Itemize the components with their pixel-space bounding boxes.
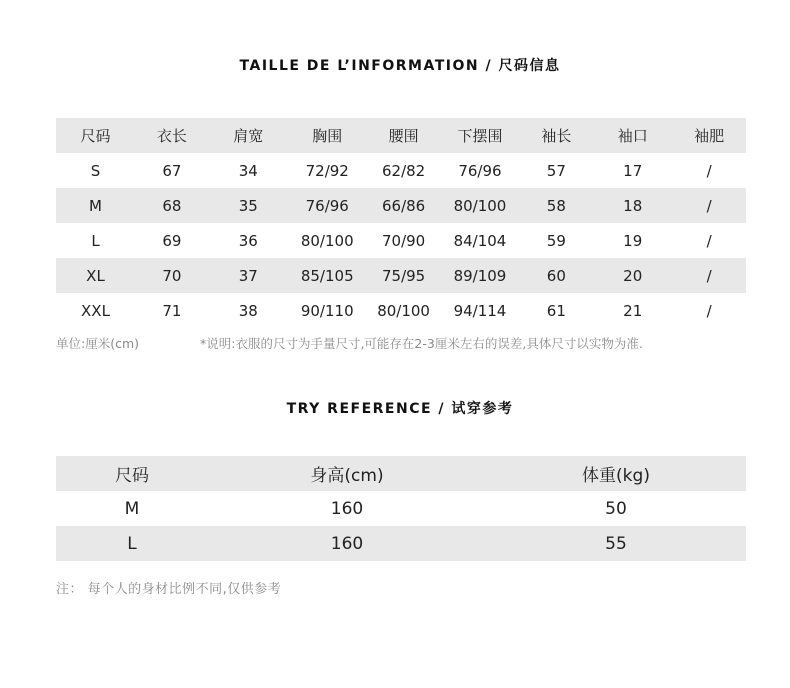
size-table: [56, 118, 746, 328]
table-cell: 71: [162, 301, 182, 320]
table-cell: 75/95: [367, 258, 441, 293]
table-cell: 19: [623, 231, 643, 250]
table-cell: 67: [162, 161, 182, 180]
unit-note: 单位:厘米(cm): [56, 336, 140, 351]
table-cell: XL: [56, 258, 135, 293]
table-cell: /: [706, 161, 712, 180]
table-cell: 58: [519, 188, 593, 223]
table-cell: 72/92: [305, 161, 349, 180]
header-cell-sleeve-width: 袖肥: [672, 118, 746, 153]
table-cell: 35: [209, 188, 288, 223]
try-reference-header-row: [56, 456, 746, 491]
table-cell: 76/96: [458, 161, 502, 180]
header-cell-weight: 体重(kg): [486, 456, 746, 491]
header-cell-size: 尺码: [56, 456, 208, 491]
header-cell-chest: 胸围: [288, 118, 367, 153]
table-cell: 18: [593, 188, 672, 223]
header-cell-cuff: 袖口: [593, 118, 672, 153]
table-cell: 36: [238, 231, 258, 250]
size-info-title: TAILLE DE L’INFORMATION / 尺码信息: [239, 58, 561, 74]
table-cell: 38: [238, 301, 258, 320]
table-cell: 85/105: [288, 258, 367, 293]
table-cell: 50: [605, 498, 627, 519]
table-cell: 17: [623, 161, 643, 180]
table-cell: 84/104: [453, 231, 507, 250]
table-cell: 94/114: [453, 301, 507, 320]
table-cell: 60: [519, 258, 593, 293]
table-cell: 37: [209, 258, 288, 293]
table-cell: 61: [546, 301, 566, 320]
table-cell: 62/82: [381, 161, 426, 180]
table-cell: 69: [162, 231, 182, 250]
table-row: [56, 223, 746, 258]
header-cell-sleeve-length: 袖长: [519, 118, 593, 153]
table-row: [56, 188, 746, 223]
header-cell-size: 尺码: [56, 118, 135, 153]
table-cell: L: [91, 231, 100, 250]
size-table-header-row: [56, 118, 746, 153]
measurement-explanation-note: *说明:衣服的尺寸为手量尺寸,可能存在2-3厘米左右的误差,具体尺寸以实物为准.: [200, 336, 643, 351]
table-row: [56, 293, 746, 328]
header-cell-waist: 腰围: [367, 118, 441, 153]
table-cell: 21: [623, 301, 643, 320]
header-cell-shoulder: 肩宽: [209, 118, 288, 153]
table-cell: 20: [593, 258, 672, 293]
table-cell: XXL: [81, 301, 110, 320]
table-cell: /: [672, 188, 746, 223]
table-cell: 66/86: [367, 188, 441, 223]
table-cell: 90/110: [300, 301, 354, 320]
table-cell: 160: [330, 498, 364, 519]
table-cell: /: [706, 301, 712, 320]
header-cell-length: 衣长: [135, 118, 209, 153]
table-cell: 80/100: [377, 301, 430, 320]
table-cell: M: [124, 498, 140, 519]
table-cell: /: [706, 231, 712, 250]
table-row: [56, 258, 746, 293]
table-row: [56, 491, 746, 526]
try-reference-title: TRY REFERENCE / 试穿参考: [286, 401, 514, 417]
table-cell: 70/90: [381, 231, 426, 250]
header-cell-height: 身高(cm): [208, 456, 486, 491]
table-cell: 57: [546, 161, 566, 180]
table-row: [56, 153, 746, 188]
reference-footer-note: 注： 每个人的身材比例不同,仅供参考: [56, 582, 282, 597]
table-cell: 59: [546, 231, 566, 250]
table-row: [56, 526, 746, 561]
table-cell: 76/96: [288, 188, 367, 223]
header-cell-hem: 下摆围: [440, 118, 519, 153]
table-cell: 55: [486, 526, 746, 561]
table-cell: 89/109: [440, 258, 519, 293]
table-cell: 80/100: [440, 188, 519, 223]
table-cell: 68: [135, 188, 209, 223]
table-cell: 34: [238, 161, 258, 180]
table-cell: /: [672, 258, 746, 293]
table-cell: 160: [208, 526, 486, 561]
table-cell: M: [56, 188, 135, 223]
table-cell: 80/100: [300, 231, 354, 250]
try-reference-table: [56, 456, 746, 561]
table-cell: L: [56, 526, 208, 561]
table-cell: S: [90, 161, 101, 180]
table-cell: 70: [135, 258, 209, 293]
